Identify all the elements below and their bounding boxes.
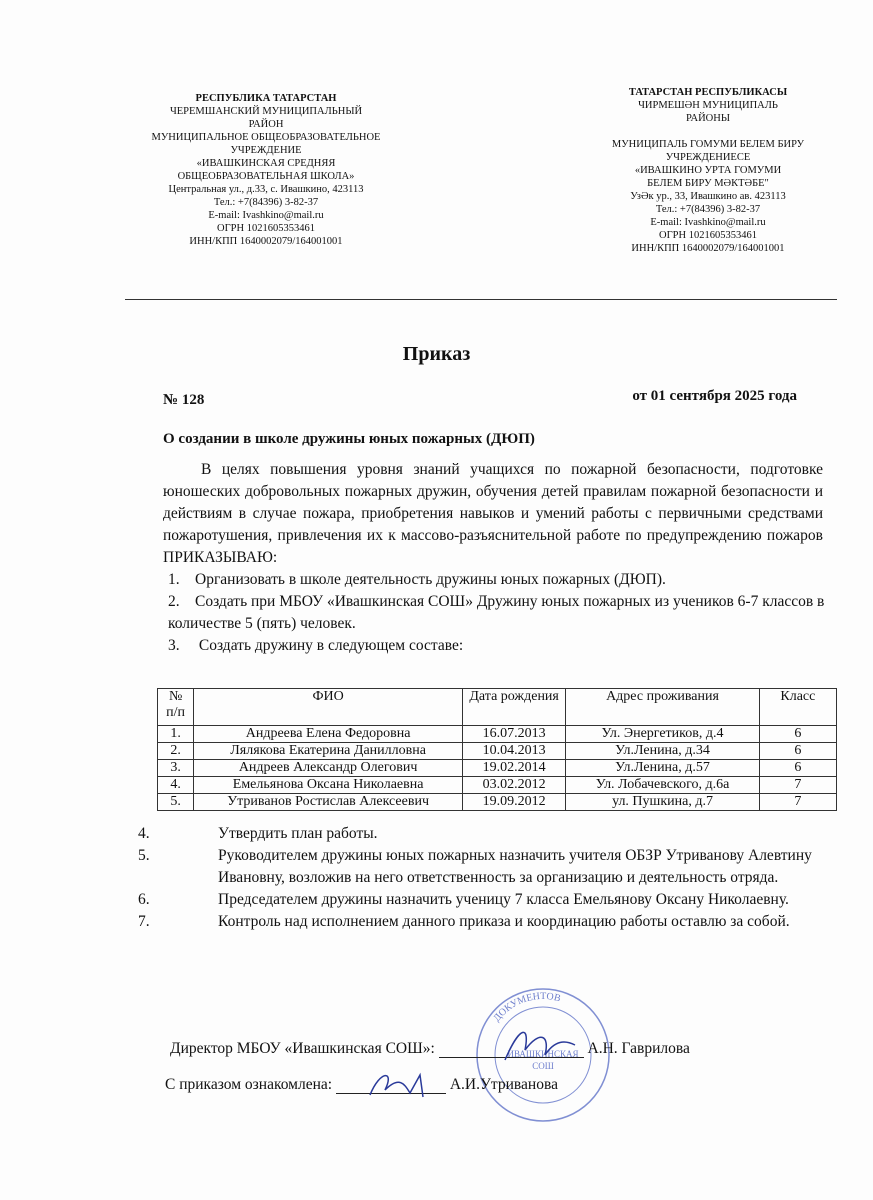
header-line: ЧЕРЕМШАНСКИЙ МУНИЦИПАЛЬНЫЙ: [169, 106, 363, 117]
header-line: ТАТАРСТАН РЕСПУБЛИКАСЫ: [628, 87, 788, 98]
table-cell: 5.: [158, 794, 194, 811]
column-header: № п/п: [158, 689, 194, 726]
item-text: Организовать в школе деятельность дружины юных пожарных (ДЮП).: [195, 571, 666, 588]
header-line: ИНН/КПП 1640002079/164001001: [631, 243, 785, 254]
column-header: Дата рождения: [462, 689, 565, 726]
header-line: БЕЛЕМ БИРУ МӘКТӘБЕ": [647, 178, 769, 189]
item-number: 2.: [168, 593, 180, 610]
table-cell: 6: [759, 743, 836, 760]
table-cell: Утриванов Ростислав Алексеевич: [194, 794, 463, 811]
item-number: 5.: [138, 847, 150, 864]
table-cell: 2.: [158, 743, 194, 760]
table-cell: 16.07.2013: [462, 726, 565, 743]
table-cell: 3.: [158, 760, 194, 777]
header-line: Центральная ул., д.33, с. Ивашкино, 423113: [168, 184, 364, 195]
item-number: 1.: [168, 571, 180, 588]
order-subject: О создании в школе дружины юных пожарных (ДЮП): [163, 431, 535, 447]
table-cell: 6: [759, 726, 836, 743]
header-line: ОБЩЕОБРАЗОВАТЕЛЬНАЯ ШКОЛА»: [177, 171, 355, 182]
header-divider: [125, 299, 837, 300]
item-text: Утвердить план работы.: [218, 825, 378, 842]
table-cell: Ул.Ленина, д.34: [566, 743, 760, 760]
order-item: [138, 911, 828, 933]
table-cell: 6: [759, 760, 836, 777]
header-line: Тел.: +7(84396) 3-82-37: [655, 204, 761, 215]
order-preamble: В целях повышения уровня знаний учащихся по пожарной безопасности, подготовке юношеских добровольных пожарных дружин, обучения детей правилам пожарной безопасности и действиям в случае пожара, приобретения навыков и умений работы с первичными средствами пожаротушения, привлечения их к массово-разъяснительной работе по предупреждению пожаров ПРИКАЗЫВАЮ:: [163, 461, 823, 566]
header-line: Тел.: +7(84396) 3-82-37: [213, 197, 319, 208]
document-title: Приказ: [402, 343, 471, 365]
director-signature-line: [170, 1040, 690, 1058]
director-name: А.Н. Гаврилова: [587, 1040, 690, 1057]
table-cell: Ул.Ленина, д.57: [566, 760, 760, 777]
table-cell: 19.09.2012: [462, 794, 565, 811]
column-header: Адрес проживания: [566, 689, 760, 726]
order-item: [168, 635, 828, 657]
table-cell: 1.: [158, 726, 194, 743]
header-line: ОГРН 1021605353461: [217, 223, 315, 234]
table-header-row: [158, 689, 837, 726]
svg-text:ИВАШКИНСКАЯ: ИВАШКИНСКАЯ: [507, 1049, 579, 1059]
header-line: РАЙОН: [248, 119, 284, 130]
order-item: [168, 569, 828, 591]
order-items-1: [168, 569, 828, 657]
header-line: УЧРЕЖДЕНИЕ: [230, 145, 302, 156]
item-number: 7.: [138, 913, 150, 930]
table-cell: ул. Пушкина, д.7: [566, 794, 760, 811]
header-line: ИНН/КПП 1640002079/164001001: [189, 236, 343, 247]
table-row: [158, 743, 837, 760]
table-cell: 19.02.2014: [462, 760, 565, 777]
table-cell: 10.04.2013: [462, 743, 565, 760]
header-line: УзӘк ур., 33, Ивашкино ав. 423113: [630, 191, 786, 202]
ack-signature: [365, 1065, 445, 1105]
table-cell: Андреева Елена Федоровна: [194, 726, 463, 743]
table-row: [158, 726, 837, 743]
item-text: Контроль над исполнением данного приказа и координацию работы оставлю за собой.: [218, 913, 790, 930]
order-items-2: [138, 823, 828, 933]
director-signature: [500, 1020, 580, 1070]
order-item: [138, 845, 828, 889]
item-number: 3.: [168, 637, 180, 654]
item-text: Создать дружину в следующем составе:: [195, 637, 464, 654]
order-date: от 01 сентября 2025 года: [632, 388, 797, 404]
column-header: ФИО: [194, 689, 463, 726]
table-cell: 4.: [158, 777, 194, 794]
order-item: [138, 823, 828, 845]
svg-text:ДОКУМЕНТОВ: ДОКУМЕНТОВ: [491, 990, 562, 1024]
ack-label: С приказом ознакомлена:: [165, 1076, 333, 1093]
header-line: ЧИРМЕШӘН МУНИЦИПАЛЬ: [638, 100, 778, 111]
table-cell: 7: [759, 777, 836, 794]
table-cell: Ул. Лобачевского, д.6а: [566, 777, 760, 794]
header-line: РАЙОНЫ: [686, 113, 730, 124]
header-line: «ИВАШКИНСКАЯ СРЕДНЯЯ: [196, 158, 336, 169]
table-cell: 03.02.2012: [462, 777, 565, 794]
svg-text:СОШ: СОШ: [532, 1061, 554, 1071]
acknowledgement-line: [165, 1076, 558, 1094]
header-line: МУНИЦИПАЛЬНОЕ ОБЩЕОБРАЗОВАТЕЛЬНОЕ: [151, 132, 381, 143]
item-number: 6.: [138, 891, 150, 908]
item-text: Председателем дружины назначить ученицу 7 класса Емельянову Оксану Николаевну.: [218, 891, 789, 908]
header-right: [590, 86, 826, 255]
table-cell: 7: [759, 794, 836, 811]
header-line: [590, 125, 826, 138]
table-row: [158, 777, 837, 794]
members-table: [157, 688, 837, 811]
header-line: «ИВАШКИНО УРТА ГОМУМИ: [634, 165, 782, 176]
table-cell: Андреев Александр Олегович: [194, 760, 463, 777]
column-header: Класс: [759, 689, 836, 726]
header-line: УЧРЕЖДЕНИЕСЕ: [665, 152, 751, 163]
header-line: E-mail: Ivashkino@mail.ru: [650, 217, 766, 228]
header-line: E-mail: Ivashkino@mail.ru: [208, 210, 324, 221]
table-cell: Лялякова Екатерина Данилловна: [194, 743, 463, 760]
order-item: [168, 591, 828, 635]
ack-name: А.И.Утриванова: [449, 1076, 558, 1093]
header-line: РЕСПУБЛИКА ТАТАРСТАН: [195, 93, 337, 104]
header-left: [130, 92, 402, 248]
table-row: [158, 760, 837, 777]
item-text: Руководителем дружины юных пожарных назначить учителя ОБЗР Утриванову Алевтину Ивановну, возложив на него ответственность за организацию и деятельность отряда.: [218, 847, 812, 886]
item-number: 4.: [138, 825, 150, 842]
table-cell: Емельянова Оксана Николаевна: [194, 777, 463, 794]
director-label: Директор МБОУ «Ивашкинская СОШ»:: [170, 1040, 435, 1057]
header-line: МУНИЦИПАЛЬ ГОМУМИ БЕЛЕМ БИРУ: [611, 139, 805, 150]
order-item: [138, 889, 828, 911]
item-text: Создать при МБОУ «Ивашкинская СОШ» Дружину юных пожарных из учеников 6-7 классов в количестве 5 (пять) человек.: [168, 593, 825, 632]
table-row: [158, 794, 837, 811]
table-cell: Ул. Энергетиков, д.4: [566, 726, 760, 743]
header-line: ОГРН 1021605353461: [659, 230, 757, 241]
order-number: № 128: [163, 392, 205, 408]
